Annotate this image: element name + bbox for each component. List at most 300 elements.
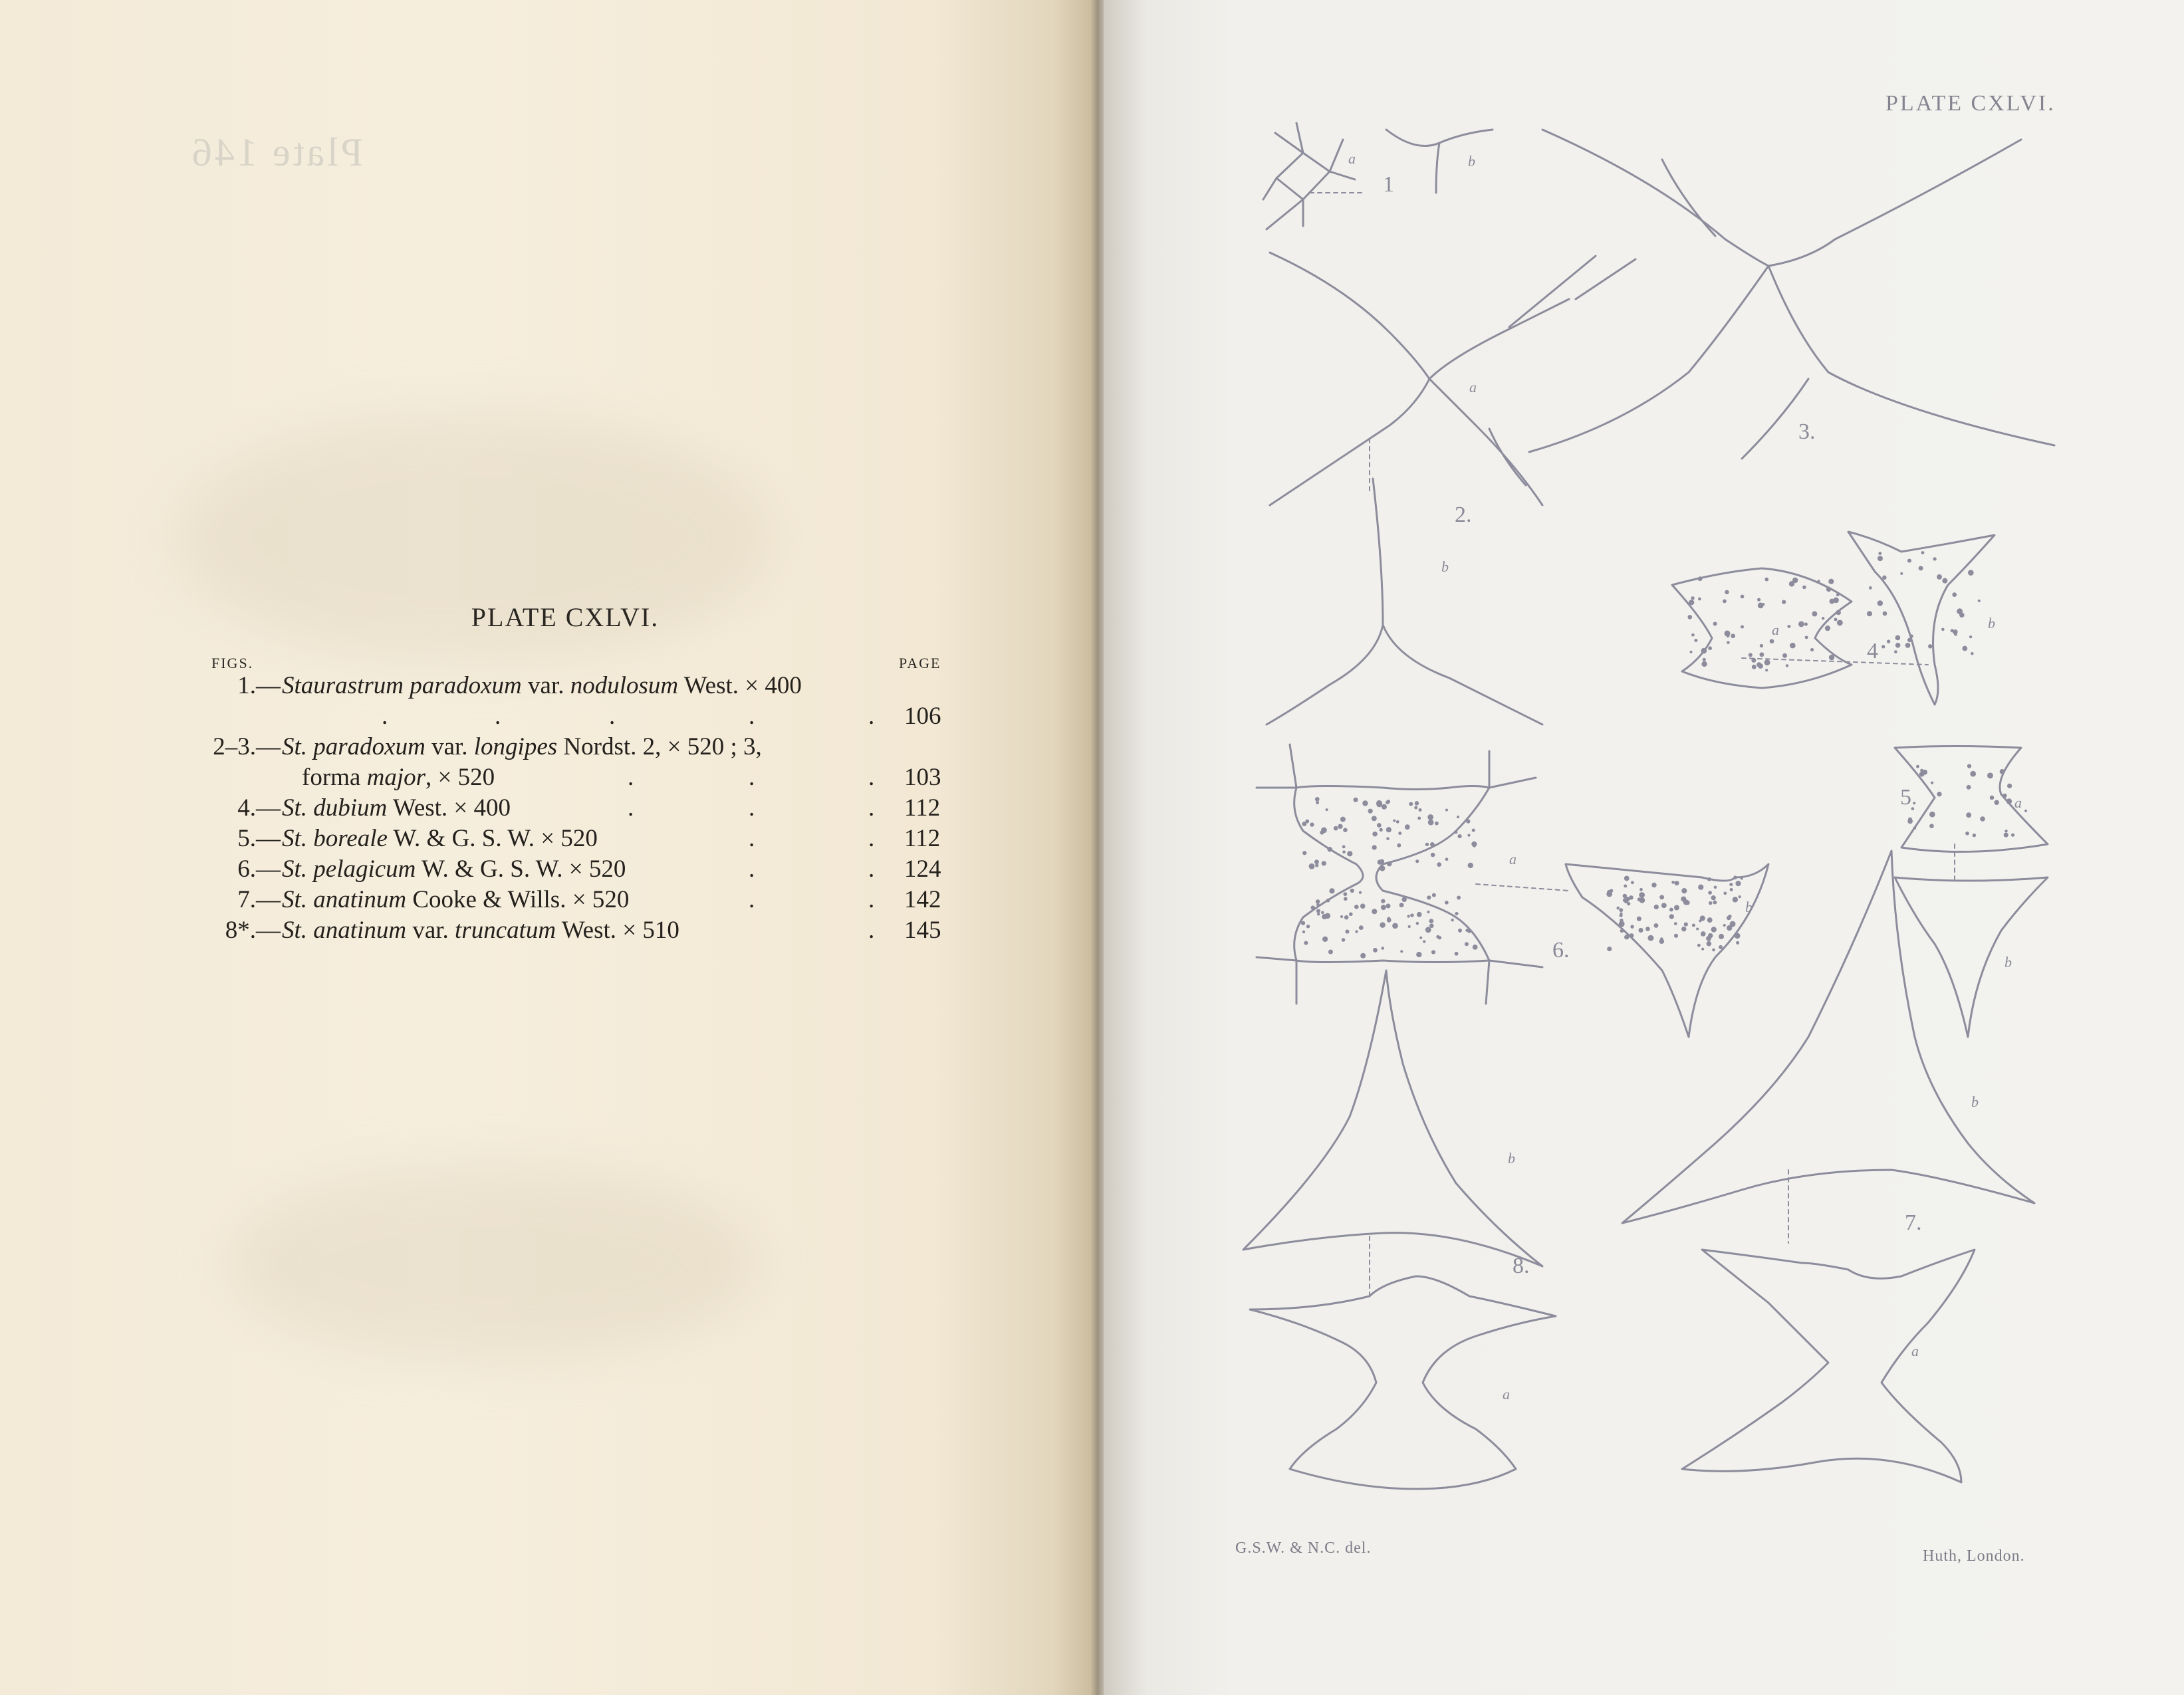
stipple-dot <box>2000 769 2005 774</box>
stipple-dot <box>1941 628 1945 631</box>
stipple-dot <box>1701 931 1706 937</box>
stipple-dot <box>1302 851 1306 855</box>
stipple-dot <box>1631 881 1634 884</box>
stipple-dot <box>1427 911 1429 913</box>
stipple-dot <box>1830 599 1835 604</box>
stipple-dot <box>1314 859 1319 864</box>
figure-6a-drawing <box>1257 744 1542 1004</box>
stipple-dot <box>1887 639 1890 643</box>
stipple-dot <box>1417 816 1421 820</box>
stipple-dot <box>1437 862 1441 867</box>
stipple-dot <box>1878 600 1883 606</box>
stipple-dot <box>1759 652 1764 657</box>
stipple-dot <box>1368 809 1372 814</box>
stipple-dot <box>1978 600 1981 602</box>
stipple-dot <box>1757 598 1760 602</box>
stipple-dot <box>1416 952 1421 957</box>
stipple-dot <box>1867 611 1872 616</box>
stipple-dot <box>1994 800 1999 804</box>
stipple-dot <box>1969 635 1972 638</box>
stipple-dot <box>1764 578 1768 582</box>
stipple-dot <box>1429 923 1434 928</box>
figure-number-label: 2. <box>1455 503 1472 527</box>
stipple-dot <box>1683 899 1689 905</box>
stipple-dot <box>1639 888 1643 891</box>
stipple-dot <box>1396 820 1399 824</box>
stipple-dot <box>1427 814 1433 820</box>
stipple-dot <box>1338 824 1342 829</box>
stipple-dot <box>1455 952 1459 956</box>
stipple-dot <box>1342 850 1346 853</box>
stipple-dot <box>1380 922 1385 927</box>
stipple-dot <box>1322 861 1326 865</box>
stipple-dot <box>1954 633 1957 636</box>
stipple-dot <box>1952 592 1957 597</box>
sub-label-b: b <box>1971 1093 1979 1110</box>
stipple-dot <box>1708 646 1712 650</box>
stipple-dot <box>1828 579 1834 584</box>
stipple-dot <box>1372 845 1377 849</box>
stipple-dot <box>1929 824 1934 828</box>
sub-label-a: a <box>2014 794 2022 811</box>
stipple-dot <box>1681 888 1687 893</box>
stipple-dot <box>1669 908 1673 912</box>
stipple-dot <box>1392 923 1398 929</box>
stipple-dot <box>1786 664 1788 667</box>
stipple-dot <box>1675 881 1679 885</box>
stipple-dot <box>1825 625 1830 631</box>
stipple-dot <box>1372 832 1378 837</box>
stipple-dot <box>1399 903 1404 907</box>
figure-number-label: 7. <box>1905 1210 1922 1235</box>
stipple-dot <box>1736 941 1739 945</box>
stipple-dot <box>1465 929 1469 932</box>
figure-2a-drawing <box>1270 253 1636 505</box>
stipple-dot <box>1729 883 1733 886</box>
stipple-dot <box>1372 816 1377 821</box>
stipple-dot <box>1711 895 1716 900</box>
stipple-dot <box>1966 812 1971 818</box>
sub-label-b: b <box>1468 153 1475 170</box>
stipple-dot <box>2002 794 2007 798</box>
stipple-dot <box>1782 600 1786 604</box>
stipple-dot <box>1342 938 1346 942</box>
stipple-dot <box>1881 645 1885 648</box>
stipple-dot <box>1714 885 1717 889</box>
stipple-dot <box>1733 897 1738 902</box>
stipple-dot <box>1362 800 1368 806</box>
stipple-dot <box>1639 892 1645 898</box>
sub-label-b: b <box>1745 899 1753 915</box>
stipple-dot <box>1428 820 1434 826</box>
stipple-dot <box>1457 895 1461 899</box>
stipple-dot <box>1765 669 1768 671</box>
stipple-dot <box>1340 915 1343 918</box>
stipple-dot <box>1698 576 1703 581</box>
stipple-dot <box>1316 909 1320 913</box>
stipple-dot <box>1727 916 1731 921</box>
stipple-dot <box>1674 905 1679 910</box>
stipple-dot <box>1451 919 1453 921</box>
stipple-dot <box>1723 924 1726 927</box>
stipple-dot <box>1817 580 1820 582</box>
stipple-dot <box>1397 844 1401 848</box>
stipple-dot <box>1445 901 1449 905</box>
stipple-dot <box>1882 576 1887 580</box>
stipple-dot <box>1315 797 1320 802</box>
stipple-dot <box>1343 892 1347 896</box>
stipple-dot <box>1661 903 1667 908</box>
stipple-dot <box>1709 901 1712 905</box>
stipple-dot <box>1606 891 1612 897</box>
stipple-dot <box>1683 897 1687 901</box>
stipple-dot <box>1951 629 1954 632</box>
stipple-dot <box>1429 919 1433 923</box>
stipple-dot <box>1905 643 1911 648</box>
stipple-dot <box>1380 865 1385 871</box>
stipple-dot <box>1327 847 1332 851</box>
stipple-dot <box>1698 598 1701 601</box>
stipple-dot <box>1691 633 1695 637</box>
stipple-dot <box>1970 771 1976 777</box>
sub-label-b: b <box>2004 954 2012 970</box>
stipple-dot <box>1790 643 1796 649</box>
stipple-dot <box>1419 937 1422 939</box>
stipple-dot <box>1691 596 1694 600</box>
stipple-dot <box>1836 594 1840 597</box>
stipple-dot <box>1431 853 1435 857</box>
stipple-dot <box>1386 827 1392 832</box>
stipple-dot <box>1627 902 1630 905</box>
stipple-dot <box>1376 800 1382 806</box>
stipple-dot <box>1387 918 1392 923</box>
stipple-dot <box>1962 646 1967 651</box>
stipple-dot <box>1751 658 1756 663</box>
stipple-dot <box>1684 923 1688 927</box>
stipple-dot <box>1360 953 1366 959</box>
stipple-dot <box>1727 641 1730 644</box>
stipple-dot <box>1310 822 1314 826</box>
page-column-header: PAGE <box>899 655 941 671</box>
bleed-through-text: Plate 146 <box>189 130 363 174</box>
stipple-dot <box>1645 927 1650 931</box>
stipple-dot <box>1749 653 1753 657</box>
stipple-dot <box>1703 658 1706 661</box>
stipple-dot <box>1782 653 1787 658</box>
stipple-dot <box>1311 905 1315 909</box>
stipple-dot <box>1321 911 1324 915</box>
stipple-dot <box>1393 820 1395 822</box>
stipple-dot <box>1306 925 1310 928</box>
stipple-dot <box>1457 816 1459 818</box>
stipple-dot <box>1409 802 1413 806</box>
stipple-dot <box>1733 875 1737 879</box>
stipple-dot <box>1792 578 1798 583</box>
stipple-dot <box>2004 833 2008 838</box>
figure-7b-drawing <box>1622 851 2034 1223</box>
stipple-dot <box>1445 857 1449 861</box>
stipple-dot <box>1719 945 1723 949</box>
stipple-dot <box>1340 817 1346 822</box>
stipple-dot <box>1699 919 1701 922</box>
figure-2b-drawing <box>1267 479 1542 725</box>
stipple-dot <box>1415 801 1419 805</box>
stipple-dot <box>1913 826 1917 830</box>
stipple-dot <box>1320 831 1324 835</box>
stipple-dot <box>1473 844 1476 848</box>
stipple-dot <box>1342 846 1346 849</box>
stipple-dot <box>1730 921 1736 927</box>
stipple-dot <box>1345 929 1349 933</box>
stipple-dot <box>1713 901 1717 905</box>
stipple-dot <box>1798 621 1804 627</box>
sub-label-b: b <box>1441 558 1449 575</box>
stipple-dot <box>1787 625 1790 628</box>
sub-label-a: a <box>1469 379 1477 396</box>
stipple-dot <box>1907 819 1913 824</box>
figure-number-label: 3. <box>1798 419 1816 444</box>
sub-label-a: a <box>1503 1386 1510 1403</box>
stipple-dot <box>1894 650 1897 653</box>
figure-number-label: 8. <box>1513 1254 1530 1278</box>
stipple-dot <box>1712 949 1715 952</box>
stipple-dot <box>2011 834 2014 837</box>
stipple-dot <box>1708 891 1712 895</box>
stipple-dot <box>1701 948 1704 951</box>
stipple-dot <box>1630 925 1634 928</box>
stipple-dot <box>1386 800 1390 804</box>
stipple-dot <box>1741 877 1743 880</box>
stipple-dot <box>1933 557 1936 560</box>
stipple-dot <box>1907 558 1911 562</box>
stipple-dot <box>1971 652 1973 655</box>
stipple-dot <box>1826 587 1832 592</box>
stipple-dot <box>1467 834 1470 837</box>
stipple-dot <box>1637 917 1641 921</box>
stipple-dot <box>1689 651 1692 653</box>
stipple-dot <box>1735 933 1741 939</box>
stipple-dot <box>1701 648 1707 654</box>
stipple-dot <box>1708 933 1713 938</box>
sub-label-a: a <box>1772 622 1779 638</box>
stipple-dot <box>1328 949 1333 954</box>
stipple-dot <box>1468 863 1473 868</box>
stipple-dot <box>1654 905 1659 909</box>
stipple-dot <box>1435 822 1439 826</box>
stipple-dot <box>1770 639 1774 643</box>
stipple-dot <box>1659 895 1664 899</box>
stipple-dot <box>1895 643 1901 648</box>
stipple-dot <box>1322 937 1328 942</box>
stipple-dot <box>1804 622 1808 625</box>
stipple-dot <box>1651 883 1656 887</box>
plate-label: PLATE CXLVI. <box>1885 91 2056 116</box>
stipple-dot <box>1711 927 1717 932</box>
stipple-dot <box>1414 806 1417 809</box>
stipple-dot <box>1408 925 1411 928</box>
stipple-dot <box>1937 574 1942 580</box>
stipple-dot <box>1725 590 1729 594</box>
stipple-dot <box>1316 801 1319 804</box>
stipple-dot <box>1344 897 1348 901</box>
stipple-dot <box>1472 828 1475 832</box>
stipple-dot <box>1418 808 1421 812</box>
stipple-dot <box>1430 842 1435 847</box>
stipple-dot <box>1401 897 1407 902</box>
stipple-dot <box>1659 939 1665 944</box>
stipple-dot <box>2006 798 2012 804</box>
stipple-dot <box>1834 618 1837 621</box>
stipple-dot <box>1922 770 1927 775</box>
stipple-dot <box>1802 586 1806 590</box>
stipple-dot <box>1349 912 1353 916</box>
stipple-dot <box>1620 912 1622 915</box>
stipple-dot <box>1381 905 1386 910</box>
plate-illustrations <box>1104 0 2184 1695</box>
stipple-dot <box>1723 600 1727 604</box>
stipple-dot <box>1921 551 1925 554</box>
stipple-dot <box>1372 909 1377 914</box>
stipple-dot <box>1829 655 1834 660</box>
stipple-dot <box>1689 600 1694 605</box>
stipple-dot <box>1900 572 1903 575</box>
stipple-dot <box>1465 942 1469 946</box>
stipple-dot <box>1405 824 1410 830</box>
stipple-dot <box>1990 796 1995 800</box>
stipple-dot <box>1931 781 1933 784</box>
stipple-dot <box>1719 934 1724 939</box>
stipple-dot <box>1400 950 1403 953</box>
stipple-dot <box>1427 895 1431 899</box>
stipple-dot <box>1381 899 1385 903</box>
stipple-dot <box>1987 772 1993 778</box>
stipple-dot <box>1387 861 1392 866</box>
stipple-dot <box>1315 863 1318 867</box>
sub-label-a: a <box>1509 851 1517 867</box>
stipple-dot <box>1764 659 1770 665</box>
stipple-dot <box>1967 785 1971 790</box>
stipple-dot <box>1810 648 1814 651</box>
stipple-dot <box>1445 808 1448 811</box>
stipple-dot <box>1694 639 1697 642</box>
stipple-dot <box>1741 625 1744 628</box>
stipple-dot <box>1347 851 1352 856</box>
stipple-dot <box>1398 832 1401 835</box>
figure-8a-drawing <box>1250 1276 1556 1489</box>
stipple-dot <box>1625 897 1630 901</box>
stipple-dot <box>1410 913 1413 917</box>
figure-number-label: 6. <box>1552 938 1570 962</box>
stipple-dot <box>1919 566 1923 570</box>
stipple-dot <box>1674 922 1677 925</box>
stipple-dot <box>1692 924 1695 927</box>
stipple-dot <box>2007 784 2012 788</box>
stipple-dot <box>1425 927 1431 933</box>
stipple-dot <box>1878 556 1883 561</box>
sub-label-a: a <box>1348 150 1356 167</box>
stipple-dot <box>1630 933 1634 938</box>
stipple-dot <box>1735 881 1741 886</box>
figure-4b-drawing <box>1848 532 1995 705</box>
page-title: PLATE CXLVI. <box>471 602 660 632</box>
stipple-dot <box>1431 950 1435 954</box>
sub-label-b: b <box>1988 615 1995 631</box>
stipple-dot <box>1334 826 1338 831</box>
figure-7a-drawing <box>1682 1250 1975 1482</box>
figure-5b-drawing <box>1895 877 2048 1037</box>
stipple-dot <box>1812 612 1817 617</box>
stipple-dot <box>2024 810 2027 812</box>
stipple-dot <box>1301 921 1305 925</box>
stipple-dot <box>1473 945 1478 950</box>
stipple-dot <box>1701 661 1707 667</box>
stipple-dot <box>1432 893 1436 897</box>
stipple-dot <box>1316 903 1320 907</box>
stipple-dot <box>1967 764 1971 768</box>
figure-5a-drawing <box>1895 746 2048 852</box>
artist-credit: G.S.W. & N.C. del. <box>1235 1539 1372 1557</box>
stipple-dot <box>1466 820 1470 824</box>
stipple-dot <box>1377 823 1382 828</box>
stipple-dot <box>1619 921 1625 927</box>
stipple-dot <box>1822 617 1824 620</box>
stipple-dot <box>1883 612 1887 616</box>
stipple-dot <box>1723 891 1727 895</box>
stipple-dot <box>1805 635 1808 639</box>
stipple-dot <box>1836 610 1841 616</box>
stipple-dot <box>1965 832 1969 836</box>
stipple-dot <box>1326 899 1330 903</box>
stipple-dot <box>1386 837 1390 840</box>
stipple-dot <box>1929 812 1935 818</box>
stipple-dot <box>1324 913 1330 919</box>
stipple-dot <box>1360 903 1366 909</box>
stipple-dot <box>1928 644 1932 648</box>
stipple-dot <box>1837 620 1843 625</box>
stipple-dot <box>1687 615 1692 620</box>
stipple-dot <box>1916 765 1919 768</box>
stipple-dot <box>1869 586 1872 590</box>
left-page: Plate 146 PLATE CXLVI. FIGS. PAGE 1.— Staurastrum paradoxum var. nodulosum West. × 400 . . . . . 106 2–3.— St. paradoxum var. longipes Nordst. 2, × 520 ; 3, forma major, × 520 . . . 103 4.— St. dubium West. × 400 . . . 112 5.— St. boreale W. & G. S. W. × 520 . . 112 6.— St. pelagicum W. & G. S. W. × 520 . . 124 7.— St. anatinum Cooke & Wills. × 520 . . 142 8*.— St. anatinum var. truncatum West. × 510 . 145 <box>0 0 1097 1695</box>
stipple-dot <box>1326 808 1328 811</box>
stipple-dot <box>1616 907 1620 910</box>
stipple-dot <box>1696 927 1699 930</box>
stipple-dot <box>1669 914 1674 919</box>
stipple-dot <box>1671 881 1675 884</box>
stipple-dot <box>1425 843 1429 846</box>
stipple-dot <box>1674 934 1678 938</box>
stipple-dot <box>1973 834 1976 837</box>
stipple-dot <box>1760 644 1763 647</box>
stipple-dot <box>1647 935 1653 941</box>
sub-label-a: a <box>1911 1343 1919 1359</box>
stipple-dot <box>1959 613 1965 618</box>
stipple-dot <box>1739 895 1741 898</box>
stipple-dot <box>1373 948 1378 953</box>
stipple-dot <box>1381 947 1384 950</box>
figure-number-label: 5. <box>1900 785 1917 810</box>
figure-number-label: 1 <box>1383 172 1394 197</box>
stipple-dot <box>1343 828 1348 832</box>
stipple-dot <box>1386 903 1390 908</box>
stipple-dot <box>1458 834 1462 838</box>
figure-1a-drawing <box>1263 123 1355 229</box>
stipple-dot <box>1302 931 1305 933</box>
sub-label-b: b <box>1508 1150 1515 1167</box>
stipple-dot <box>1436 935 1439 939</box>
printer-credit: Huth, London. <box>1923 1547 2025 1565</box>
figure-8b-drawing <box>1243 970 1542 1266</box>
